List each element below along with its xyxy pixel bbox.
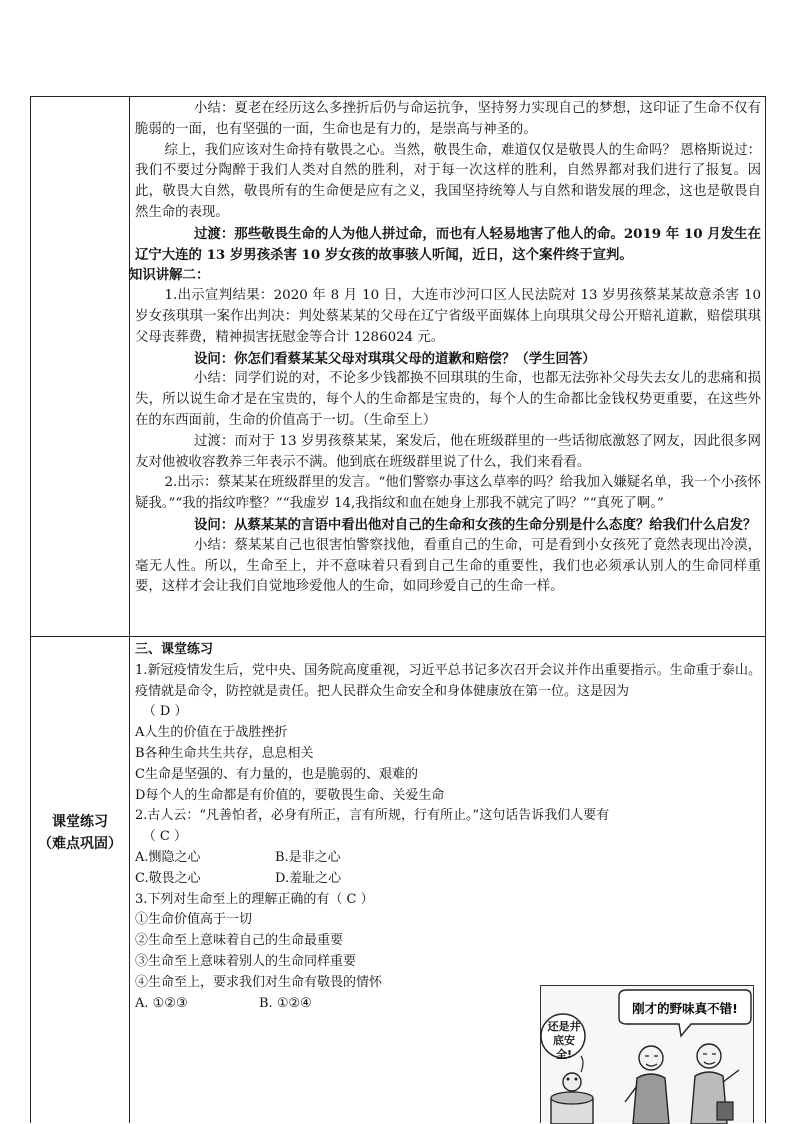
cartoon-drawing bbox=[541, 986, 753, 1124]
row-divider bbox=[31, 636, 765, 637]
question-1-answer: （ D ） bbox=[142, 704, 188, 720]
summary-paragraph-2: 小结：同学们说的对，不论多少钱都换不回琪琪的生命，也都无法弥补父母失去女儿的悲痛和损失，所以说生命才是在宝贵的，每个人的生命都是宝贵的，每个人的生命都比金钱权势更重要，在这些外在的东西面前，生命的价值高于一切。（生命至上） bbox=[135, 371, 761, 428]
transition-paragraph: 过渡：那些敬畏生命的人为他人拼过命，而也有人轻易地害了他人的命。2019 年 10 月发生在辽宁大连的 13 岁男孩杀害 10 岁女孩的故事骇人听闻，近日，这个案件终于宣判。 bbox=[135, 225, 761, 263]
question-2-option: C.敬畏之心 bbox=[135, 870, 201, 886]
question-3: 3.下列对生命至上的理解正确的有（ C ） bbox=[135, 891, 374, 907]
knowledge-heading: 知识讲解二： bbox=[129, 267, 210, 284]
question-1-option: B各种生命共生共存，息息相关 bbox=[135, 745, 314, 761]
question-1-option: D每个人的生命都是有价值的，要敬畏生命、关爱生命 bbox=[135, 787, 445, 803]
summary-paragraph: 小结：夏老在经历这么多挫折后仍与命运抗争，坚持努力实现自己的梦想，这印证了生命不仅有脆弱的一面，也有坚强的一面，生命也是有力的，是崇高与神圣的。 bbox=[135, 101, 761, 137]
cartoon-bubble-right: 刚才的野味真不错! bbox=[632, 1001, 738, 1016]
question-3-item: ③生命至上意味着别人的生命同样重要 bbox=[135, 953, 357, 969]
question-2-options-row bbox=[135, 869, 761, 890]
question-2-answer: （ C ） bbox=[142, 829, 188, 845]
question-2: 2.古人云：“凡善怕者，必身有所正，言有所规，行有所止。”这句话告诉我们人要有 bbox=[135, 808, 610, 824]
question-2-option: D.羞耻之心 bbox=[275, 870, 342, 886]
practice-title: 三、课堂练习 bbox=[135, 642, 214, 657]
conclusion-paragraph: 综上，我们应该对生命持有敬畏之心。当然，敬畏生命，难道仅仅是敬畏人的生命吗？ 恩格斯说过： 我们不要过分陶醉于我们人类对自然的胜利，对于每一次这样的胜利，自然界都对我们进行了报复。因此，敬畏大自然，敬畏所有的生命便是应有之义，我国坚持统筹人与自然和谐发展的理念，这也是敬畏自然生命的表现。 bbox=[135, 142, 761, 220]
summary-paragraph-3: 小结：蔡某某自己也很害怕警察找他，看重自己的生命，可是看到小女孩死了竟然表现出冷漠，毫无人性。所以，生命至上，并不意味着只看到自己生命的重要性，我们也必须承认别人的生命同样重要，这样才会让我们自觉地珍爱他人的生命，如同珍爱自己的生命一样。 bbox=[135, 537, 761, 595]
lesson-table bbox=[30, 96, 766, 1123]
quote-paragraph: 2.出示：蔡某某在班级群里的发言。“他们警察办事这么草率的吗？给我加入嫌疑名单，我一个小孩怀疑我。”“我的指纹咋整？”“我虚岁 14,我指纹和血在她身上那我不就完了吗？”“真死了啊。” bbox=[135, 475, 761, 512]
transition-paragraph-2: 过渡：而对于 13 岁男孩蔡某某，案发后，他在班级群里的一些话彻底激怒了网友，因此很多网友对他被收容教养三年表示不满。他到底在班级群里说了什么，我们来看看。 bbox=[135, 433, 761, 470]
row-label-title: 课堂练习 bbox=[52, 814, 108, 830]
question-paragraph: 设问：你怎们看蔡某某父母对琪琪父母的道歉和赔偿？（学生回答） bbox=[193, 350, 596, 367]
question-3-item: ②生命至上意味着自己的生命最重要 bbox=[135, 933, 344, 949]
question-2-option: B.是非之心 bbox=[275, 849, 341, 865]
lesson-content bbox=[129, 99, 761, 598]
row-label-subtitle: （难点巩固） bbox=[38, 836, 122, 852]
question-1-option: A人生的价值在于战胜挫折 bbox=[135, 725, 288, 741]
question-1-option: C生命是坚强的、有力量的，也是脆弱的、艰难的 bbox=[135, 766, 418, 782]
question-2-option: A.恻隐之心 bbox=[135, 849, 201, 865]
question-paragraph-2: 设问：从蔡某某的言语中看出他对自己的生命和女孩的生命分别是什么态度？给我们什么启发？ bbox=[193, 516, 757, 533]
cartoon-bubble-left: 还是井底安全! bbox=[547, 1020, 581, 1061]
cartoon-illustration bbox=[540, 985, 754, 1123]
question-3-item: ④生命至上，要求我们对生命有敬畏的情怀 bbox=[135, 974, 383, 990]
question-3-option: A. ①②③ bbox=[135, 995, 188, 1011]
question-1: 1.新冠疫情发生后，党中央、国务院高度重视，习近平总书记多次召开会议并作出重要指示。生命重于泰山。疫情就是命令，防控就是责任。把人民群众生命安全和身体健康放在第一位。这是因为 bbox=[135, 662, 761, 699]
row-label-practice bbox=[31, 811, 129, 855]
verdict-paragraph: 1.出示宣判结果：2020 年 8 月 10 日，大连市沙河口区人民法院对 13 岁男孩蔡某某故意杀害 10 岁女孩琪琪一案作出判决：判处蔡某某的父母在辽宁省级平面媒体上向琪琪父母公开赔礼道歉，赔偿琪琪父母丧葬费，精神损害抚慰金等合计 1286024 元。 bbox=[135, 288, 761, 345]
question-3-item: ①生命价值高于一切 bbox=[135, 912, 253, 928]
column-divider bbox=[129, 97, 130, 1123]
question-3-option: B. ①②④ bbox=[259, 995, 312, 1011]
question-2-options-row bbox=[135, 848, 761, 869]
practice-content bbox=[135, 640, 761, 1014]
